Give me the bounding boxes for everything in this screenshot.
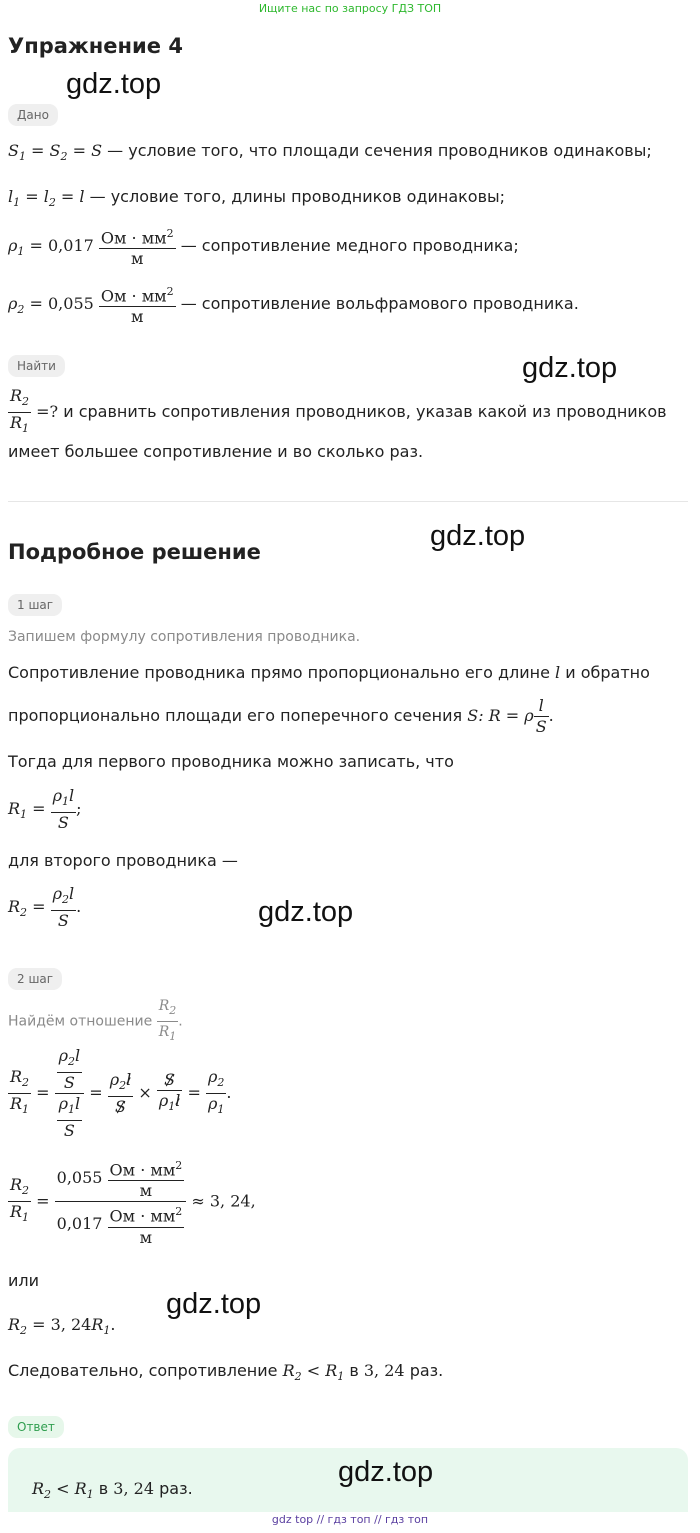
step1-badge: 1 шаг bbox=[8, 594, 62, 616]
answer-badge: Ответ bbox=[8, 1416, 64, 1438]
length-condition-text: — условие того, длины проводников одинаковы; bbox=[89, 187, 506, 206]
length-equation: $l_1 = l_2 = l$ bbox=[8, 187, 85, 210]
given-length-condition bbox=[8, 186, 505, 214]
find-badge: Найти bbox=[8, 355, 65, 377]
resistance-formula: S: R = ρ bbox=[467, 706, 534, 725]
rho1-unit: $\frac{Ом \cdot мм^2}{м}$ bbox=[99, 224, 176, 269]
rho1-value: 0,017 bbox=[48, 236, 94, 256]
watermark: gdz.top bbox=[338, 1456, 434, 1488]
step1-para-4: для второго проводника — bbox=[8, 851, 238, 870]
find-line-1: $\frac{R_2}{R_1}$ =? и сравнить сопротивления проводников, указав какой из проводников bbox=[8, 386, 667, 439]
rho2-text: — сопротивление вольфрамового проводника. bbox=[180, 294, 579, 314]
step1-para-1: Сопротивление проводника прямо пропорционально его длине l и обратно bbox=[8, 663, 650, 682]
area-condition-text: — условие того, что площади сечения проводников одинаковы; bbox=[107, 141, 652, 160]
given-badge: Дано bbox=[8, 104, 58, 126]
ratio-result: ≈ 3, 24, bbox=[191, 1191, 256, 1211]
ratio-calculation: $\frac{R_2}{R_1}$ = 0,055 $\frac{Ом \cdot мм^2}{м}$ 0,017 $\frac{Ом \cdot мм^2}{м}$ ≈ 3, 24, bbox=[8, 1156, 256, 1248]
watermark: gdz.top bbox=[166, 1288, 262, 1320]
top-banner: Ищите нас по запросу ГДЗ ТОП bbox=[258, 2, 442, 15]
section-divider bbox=[8, 501, 688, 502]
exercise-title: Упражнение 4 bbox=[8, 34, 183, 58]
solution-title: Подробное решение bbox=[8, 540, 261, 564]
watermark: gdz.top bbox=[522, 352, 618, 384]
or-text: или bbox=[8, 1271, 40, 1290]
watermark: gdz.top bbox=[66, 68, 162, 100]
step1-para-3: Тогда для первого проводника можно записать, что bbox=[8, 752, 454, 771]
answer-text: $R_2 < R_1$ в 3, 24 раз. bbox=[32, 1479, 193, 1502]
step1-para-2: пропорционально площади его поперечного сечения S: R = ρ $\frac{l}{S}$ . bbox=[8, 696, 554, 736]
find-line-2: имеет большее сопротивление и во сколько раз. bbox=[8, 442, 424, 461]
watermark: gdz.top bbox=[258, 896, 354, 928]
given-area-condition bbox=[8, 140, 652, 168]
step1-intro: Запишем формулу сопротивления проводника. bbox=[8, 629, 361, 645]
watermark: gdz.top bbox=[430, 520, 526, 552]
area-equation: $S_1 = S_2 = S$ bbox=[8, 141, 103, 164]
step2-intro: Найдём отношение $\frac{R_2}{R_1}$ . bbox=[8, 998, 183, 1043]
given-rho1: $\rho_1 = 0,017$ $\frac{Ом \cdot мм^2}{м}$ — сопротивление медного проводника; bbox=[8, 224, 519, 269]
conclusion: Следовательно, сопротивление $R_2 < R_1$ в 3, 24 раз. bbox=[8, 1361, 444, 1384]
given-rho2: $\rho_2 = 0,055$ $\frac{Ом \cdot мм^2}{м}$ — сопротивление вольфрамового проводника. bbox=[8, 282, 579, 327]
r2-formula: $R_2$ = $\frac{\rho_2l}{S}$ . bbox=[8, 884, 82, 931]
ratio-derivation: $\frac{R_2}{R_1}$ = $\frac{\frac{\rho_2l}{S}}{\frac{\rho_1l}{S}}$ = $\frac{\rho_2l}{S}$ × $\frac{S}{\rho_1l}$ = $\frac{\rho_2}{\rho_1}$ . bbox=[10, 1046, 232, 1141]
r2-result: $R_2 = 3$, $24R_1$. bbox=[8, 1315, 116, 1338]
ratio-fraction: $\frac{R_2}{R_1}$ bbox=[10, 386, 30, 436]
rho1-text: — сопротивление медного проводника; bbox=[180, 236, 519, 256]
rho2-unit: $\frac{Ом \cdot мм^2}{м}$ bbox=[99, 282, 176, 327]
find-text-1: и сравнить сопротивления проводников, указав какой из проводников bbox=[63, 402, 667, 422]
step2-badge: 2 шаг bbox=[8, 968, 62, 990]
rho2-value: 0,055 bbox=[48, 294, 94, 314]
footer-links[interactable]: gdz top // гдз топ // гдз топ bbox=[271, 1513, 429, 1526]
r1-formula: $R_1$ = $\frac{\rho_1l}{S}$ ; bbox=[8, 786, 82, 833]
